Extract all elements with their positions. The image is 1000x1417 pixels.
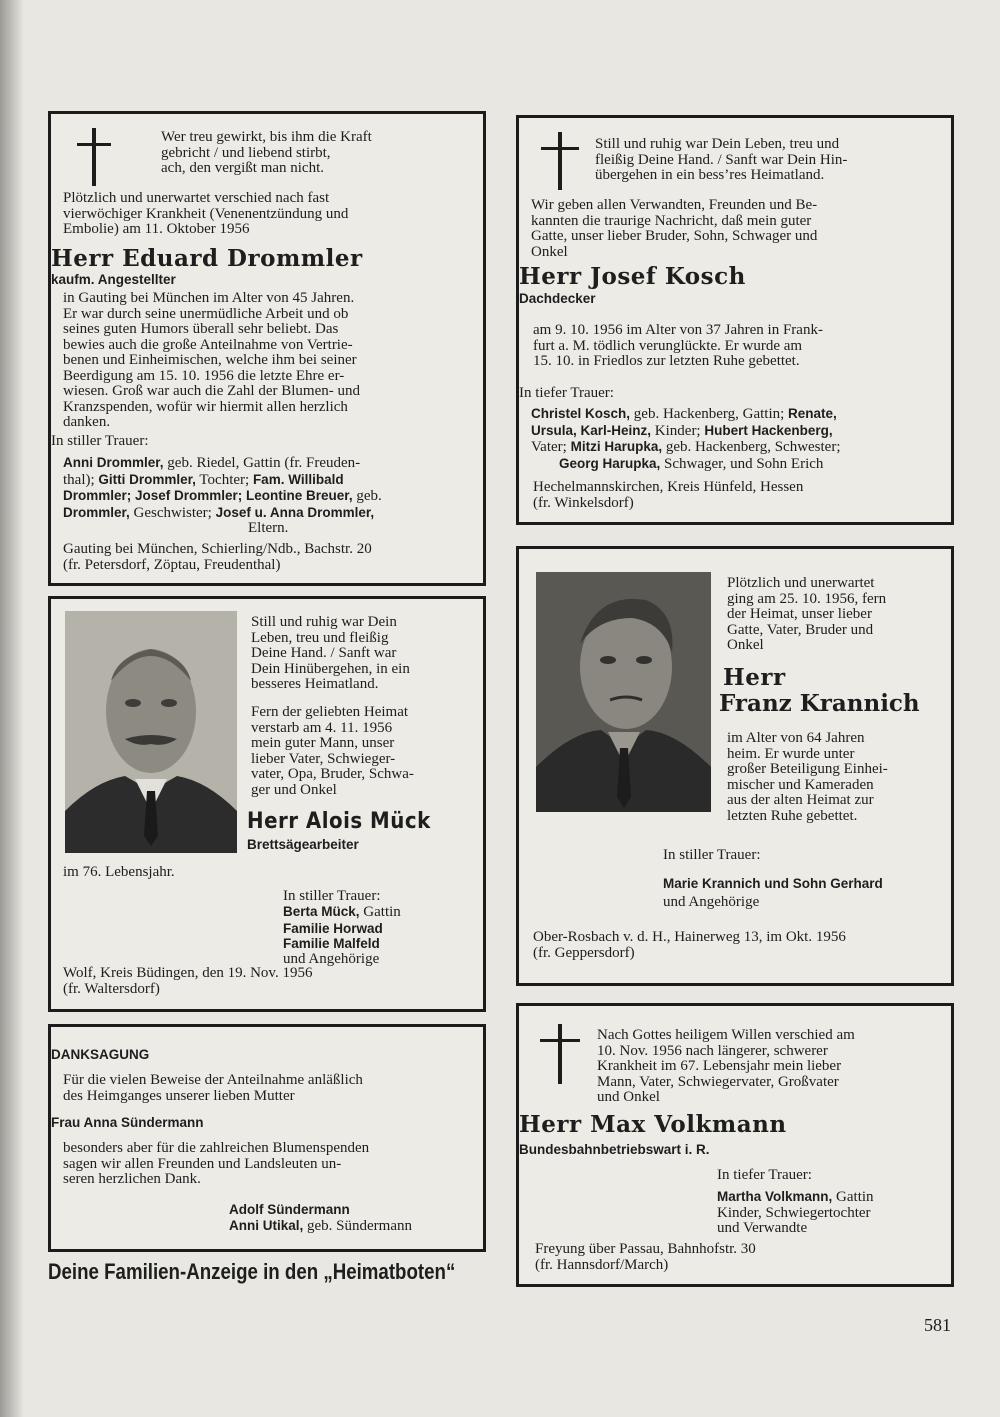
mourners-list: Martha Volkmann, Gattin Kinder, Schwiegertochter und Verwandte <box>717 1189 874 1236</box>
signatures: Adolf Sündermann Anni Utikal, geb. Sündermann <box>229 1202 412 1234</box>
obituary-eduard-drommler <box>48 111 486 586</box>
mourning-label: In tiefer Trauer: <box>717 1167 812 1183</box>
deceased-occupation: Brettsägearbeiter <box>247 837 359 852</box>
address: Freyung über Passau, Bahnhofstr. 30 (fr. Hannsdorf/March) <box>535 1241 756 1273</box>
mourners-list: Berta Mück, Gattin Familie Horwad Familie Malfeld und Angehörige <box>283 904 401 967</box>
mourners-relatives: und Angehörige <box>663 894 760 910</box>
intro-text: Für die vielen Beweise der Anteilnahme anläßlich des Heimganges unserer lieben Mutter <box>63 1072 363 1104</box>
deceased-occupation: Bundesbahnbetriebswart i. R. <box>519 1142 710 1157</box>
obituary-alois-mueck <box>48 596 486 1012</box>
deceased-occupation: kaufm. Angestellter <box>51 272 176 287</box>
body-text: im Alter von 64 Jahren heim. Er wurde unter großer Beteiligung Einhei- mischer und Kameraden aus der alten Heimat zur letzten Ruhe gebettet. <box>727 730 888 824</box>
family-ad-slogan: Deine Familien-Anzeige in den „Heimatboten“ <box>48 1259 456 1284</box>
intro-text: Wir geben allen Verwandten, Freunden und Be- kannten die traurige Nachricht, daß mein guter Gatte, unser lieber Bruder, Sohn, Schwager und Onkel <box>531 197 818 260</box>
obituary-max-volkmann <box>516 1003 954 1287</box>
page-gutter-shadow <box>0 0 24 1417</box>
deceased-occupation: Dachdecker <box>519 291 596 306</box>
body-text: am 9. 10. 1956 im Alter von 37 Jahren in Frank- furt a. M. tödlich verunglückte. Er wurde am 15. 10. in Friedlos zur letzten Ruhe gebettet. <box>533 322 823 369</box>
mourners-list: Marie Krannich und Sohn Gerhard <box>663 876 883 891</box>
cross-icon <box>77 128 111 186</box>
deceased-name: Herr Alois Mück <box>247 809 431 834</box>
page-number: 581 <box>924 1315 951 1335</box>
portrait-photo <box>536 572 711 812</box>
address: Wolf, Kreis Büdingen, den 19. Nov. 1956 (fr. Waltersdorf) <box>63 965 313 997</box>
cross-icon <box>540 1024 580 1084</box>
intro-text: Plötzlich und unerwartet verschied nach fast vierwöchiger Krankheit (Venenentzündung und Embolie) am 11. Oktober 1956 <box>63 190 349 237</box>
age-text: im 76. Lebensjahr. <box>63 864 175 880</box>
address: Ober-Rosbach v. d. H., Hainerweg 13, im Okt. 1956 (fr. Geppersdorf) <box>533 929 846 961</box>
mourners-list: Anni Drommler, geb. Riedel, Gattin (fr. Freuden- thal); Gitti Drommler, Tochter; Fam. Willibald Drommler; Josef Drommler; Leontine Breuer, geb. Drommler, Geschwister; Josef u. Anna Drommler, Eltern. <box>63 455 382 536</box>
intro-text: Nach Gottes heiligem Willen verschied am 10. Nov. 1956 nach längerer, schwerer Krankheit im 67. Lebensjahr mein lieber Mann, Vater, Schwiegervater, Großvater und Onkel <box>597 1027 855 1105</box>
deceased-name: Herr Josef Kosch <box>519 263 746 290</box>
address: Gauting bei München, Schierling/Ndb., Bachstr. 20 (fr. Petersdorf, Zöptau, Freudenthal) <box>63 541 372 573</box>
intro-text: Plötzlich und unerwartet ging am 25. 10. 1956, fern der Heimat, unser lieber Gatte, Vater, Bruder und Onkel <box>727 575 887 653</box>
poem: Still und ruhig war Dein Leben, treu und fleißig Deine Hand. / Sanft war Dein Hin- übergehen in ein bess’res Heimatland. <box>595 136 848 183</box>
obituary-franz-krannich <box>516 546 954 986</box>
mourning-label: In tiefer Trauer: <box>519 385 614 401</box>
deceased-name: Herr Max Volkmann <box>519 1111 787 1138</box>
body-text: in Gauting bei München im Alter von 45 Jahren. Er war durch seine unermüdliche Arbeit und ob seines guten Humors überall sehr beliebt. Das bewies auch die große Anteilnahme von Vertrie- benen und Einheimischen, welche ihm bei seiner Beerdigung am 15. 10. 1956 die letzte Ehre er- wiesen. Groß war auch die Zahl der Blumen- und Kranzspenden, wofür wir hiermit allen herzlich danken. <box>63 290 360 430</box>
deceased-name-line1: Herr <box>723 664 786 691</box>
address: Hechelmannskirchen, Kreis Hünfeld, Hessen (fr. Winkelsdorf) <box>533 479 804 511</box>
mourning-label: In stiller Trauer: <box>283 888 381 904</box>
portrait-figure <box>65 611 237 853</box>
poem: Still und ruhig war Dein Leben, treu und fleißig Deine Hand. / Sanft war Dein Hinübergehen, in ein besseres Heimatland. <box>251 614 410 692</box>
portrait-figure <box>536 572 711 812</box>
notice-heading: DANKSAGUNG <box>51 1047 150 1062</box>
portrait-photo <box>65 611 237 853</box>
thanks-notice-anna-suendermann <box>48 1024 486 1252</box>
deceased-name: Frau Anna Sündermann <box>51 1115 204 1130</box>
poem: Wer treu gewirkt, bis ihm die Kraft gebricht / und liebend stirbt, ach, den vergißt man nicht. <box>161 129 372 176</box>
body-text: besonders aber für die zahlreichen Blumenspenden sagen wir allen Freunden und Landsleuten un- seren herzlichen Dank. <box>63 1140 370 1187</box>
cross-icon <box>541 132 579 190</box>
mourning-label: In stiller Trauer: <box>663 847 761 863</box>
mourners-list: Christel Kosch, geb. Hackenberg, Gattin; Renate, Ursula, Karl-Heinz, Kinder; Hubert Hackenberg, Vater; Mitzi Harupka, geb. Hackenberg, Schwester; Georg Harupka, Schwager, und Sohn Erich <box>531 406 841 472</box>
deceased-name: Herr Eduard Drommler <box>51 245 363 272</box>
obituary-josef-kosch <box>516 115 954 525</box>
intro-text: Fern der geliebten Heimat verstarb am 4. 11. 1956 mein guter Mann, unser lieber Vater, Schwieger- vater, Opa, Bruder, Schwa- ger und Onkel <box>251 704 414 798</box>
deceased-name-line2: Franz Krannich <box>719 690 920 717</box>
mourning-label: In stiller Trauer: <box>51 433 149 449</box>
